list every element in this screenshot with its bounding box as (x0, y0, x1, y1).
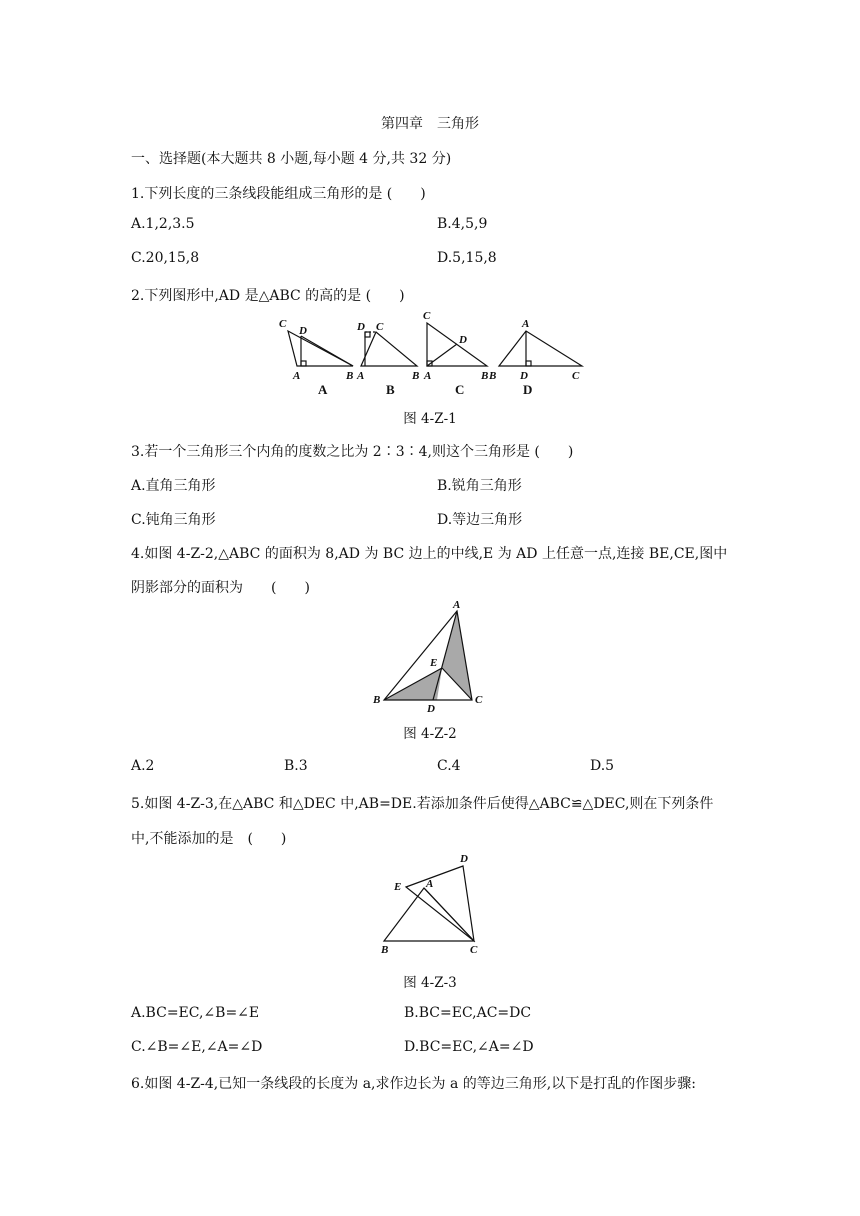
q5-figure (0, 850, 860, 960)
q5-figure-caption: 图 4-Z-3 (403, 975, 457, 991)
q2-subfigure-b (356, 321, 419, 397)
q2b-caption: B (386, 382, 395, 397)
q4-option-b: B.3 (284, 758, 308, 774)
q4-stem-line1: 4.如图 4-Z-2,△ABC 的面积为 8,AD 为 BC 边上的中线,E 为 AD 上任意一点,连接 BE,CE,图中 (131, 546, 728, 562)
q2-stem: 2.下列图形中,AD 是△ABC 的高的是 ( ) (131, 288, 405, 304)
q4-figure-caption: 图 4-Z-2 (403, 726, 457, 742)
q2b-label-d: D (357, 321, 365, 333)
q1-option-b: B.4,5,9 (437, 216, 488, 232)
q2a-label-a: A (293, 370, 301, 382)
q4-label-a: A (453, 599, 461, 611)
q4-option-c: C.4 (437, 758, 461, 774)
q2-subfigure-a (279, 318, 353, 397)
q2-figure (0, 310, 860, 400)
q1-option-c: C.20,15,8 (131, 250, 200, 266)
q5-label-d: D (460, 853, 468, 865)
q1-option-d: D.5,15,8 (437, 250, 497, 266)
q2c-label-d: D (459, 334, 467, 346)
q5-label-b: B (381, 944, 389, 956)
q2c-caption: C (455, 382, 465, 397)
q2d-label-d: D (520, 370, 528, 382)
section-heading: 一、选择题(本大题共 8 小题,每小题 4 分,共 32 分) (131, 151, 452, 167)
q4-label-d: D (427, 703, 435, 715)
q3-option-d: D.等边三角形 (437, 512, 523, 528)
q2d-caption: D (523, 382, 533, 397)
q5-option-d: D.BC=EC,∠A=∠D (404, 1039, 534, 1055)
q2d-label-c: C (572, 370, 580, 382)
q4-figure (0, 598, 860, 715)
q4-option-a: A.2 (131, 758, 155, 774)
q2b-label-a: A (357, 370, 365, 382)
q2a-label-c: C (279, 318, 287, 330)
q2b-label-c: C (376, 321, 384, 333)
q2-subfigure-d (488, 318, 582, 397)
q5-stem-line2: 中,不能添加的是 ( ) (131, 831, 287, 847)
q5-label-c: C (470, 944, 478, 956)
q5-option-b: B.BC=EC,AC=DC (404, 1005, 532, 1021)
q3-option-b: B.锐角三角形 (437, 478, 522, 494)
q2a-label-b: B (346, 370, 354, 382)
q2d-label-b: B (489, 370, 497, 382)
q5-option-c: C.∠B=∠E,∠A=∠D (131, 1039, 263, 1055)
q5-label-a: A (426, 878, 434, 890)
q2b-label-b: B (412, 370, 420, 382)
q3-option-a: A.直角三角形 (131, 478, 216, 494)
q3-option-c: C.钝角三角形 (131, 512, 216, 528)
q2c-label-c: C (423, 310, 431, 322)
q3-stem: 3.若一个三角形三个内角的度数之比为 2∶3∶4,则这个三角形是 ( ) (131, 444, 574, 460)
q2a-label-d: D (299, 325, 307, 337)
q2c-label-a: A (424, 370, 432, 382)
q4-option-d: D.5 (590, 758, 615, 774)
q2-figure-caption: 图 4-Z-1 (403, 411, 457, 427)
q2d-label-a: A (522, 318, 530, 330)
chapter-title: 第四章 三角形 (381, 116, 479, 132)
q5-stem-line1: 5.如图 4-Z-3,在△ABC 和△DEC 中,AB=DE.若添加条件后使得△ABC≌△DEC,则在下列条件 (131, 796, 714, 812)
q4-label-c: C (475, 694, 483, 706)
q5-option-a: A.BC=EC,∠B=∠E (131, 1005, 260, 1021)
q4-label-e: E (430, 657, 438, 669)
q6-stem: 6.如图 4-Z-4,已知一条线段的长度为 a,求作边长为 a 的等边三角形,以下是打乱的作图步骤: (131, 1076, 696, 1092)
q4-stem-line2: 阴影部分的面积为 ( ) (131, 580, 310, 596)
q2-subfigure-c (423, 310, 488, 397)
q2a-caption: A (318, 382, 328, 397)
q1-option-a: A.1,2,3.5 (131, 216, 195, 232)
q1-stem: 1.下列长度的三条线段能组成三角形的是 ( ) (131, 186, 426, 202)
q2c-label-b: B (481, 370, 489, 382)
q4-label-b: B (373, 694, 381, 706)
q5-label-e: E (394, 881, 402, 893)
